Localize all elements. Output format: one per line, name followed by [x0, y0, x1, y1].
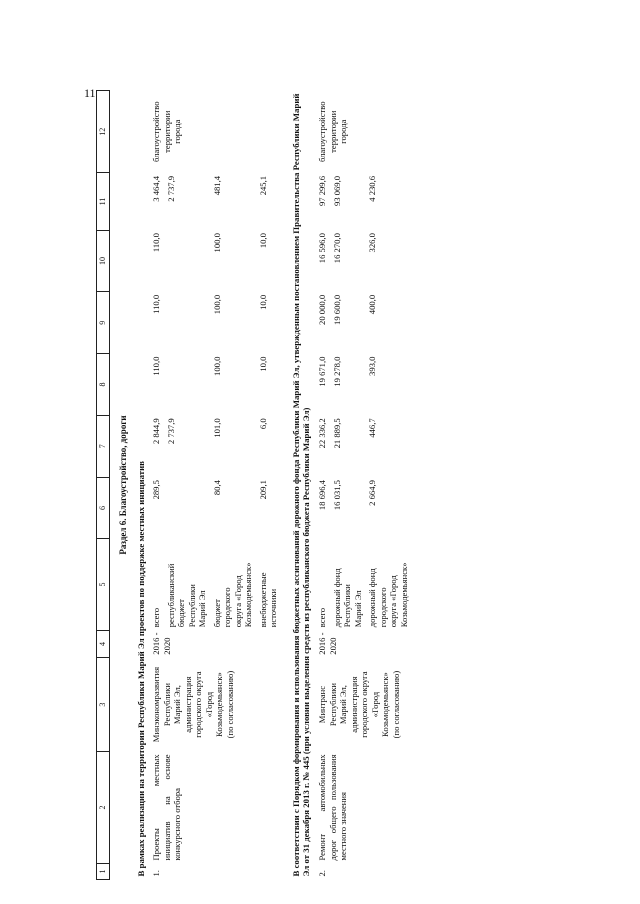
value-cell: 100,0: [211, 233, 222, 253]
value-cell: 80,4: [211, 480, 222, 496]
expected-result-line: благоустройство: [317, 101, 328, 163]
dorozhny-fond-note: В соответствии с Порядком формирования и использования бюджетных ассигнований дорожного фонда Республики Марий Эл, утвержденным постановлением Правительства Республики Марий Эл от 31 декабря 2013 г. № 445 (при условии выделения средств из республиканского бюджета Республики Марий Эл): [290, 93, 312, 877]
value-cell: 21 889,5: [331, 418, 342, 449]
value-cell: 101,0: [211, 418, 222, 438]
funding-source-line: округа «Город: [388, 575, 399, 628]
value-cell: 209,1: [257, 480, 268, 500]
value-cell: 2 664,9: [367, 480, 378, 506]
funding-source: [210, 539, 256, 630]
measure-name: Ремонт автомобильных дорог общего пользования местного значения: [317, 754, 349, 861]
value-cell: 19 671,0: [317, 356, 328, 387]
row-number: 2.: [317, 870, 328, 877]
section-title-row: [109, 91, 132, 880]
table-row-1: [149, 91, 280, 880]
expected-result-line: территории: [161, 110, 172, 153]
column-number-cell: 10: [97, 230, 110, 292]
value-cell: 289,5: [151, 480, 162, 500]
executor-line: администрация: [182, 676, 193, 733]
measure-name: Проекты местных инициатив на основе конкурсного отбора: [151, 754, 183, 861]
column-number-cell: 2: [97, 751, 110, 863]
funding-source-line: Козьмодемьянск»: [243, 562, 254, 628]
value-cell: [164, 354, 210, 416]
value-cell: 18 696,4: [317, 480, 328, 511]
value-cell: 393,0: [367, 356, 378, 376]
column-number-cell: 3: [97, 658, 110, 752]
funding-source-line: Республики: [186, 584, 197, 628]
period: [315, 630, 411, 657]
funding-source: [365, 539, 411, 630]
funding-source-line: внебюджетные: [257, 572, 268, 628]
value-cell: 400,0: [367, 294, 378, 315]
value-cell: 6,0: [257, 418, 268, 430]
value-cell: 100,0: [211, 294, 222, 315]
value-cell: 97 299,6: [317, 175, 328, 207]
funding-source: [256, 539, 281, 630]
column-number-cell: 8: [97, 354, 110, 416]
column-number-cell: 9: [97, 292, 110, 354]
executor-line: Минтранс: [317, 685, 328, 724]
funding-source-line: городского: [377, 587, 388, 628]
funding-source-line: округа «Город: [232, 575, 243, 628]
value-cell: 19 600,0: [331, 294, 342, 325]
column-number-cell: 5: [97, 539, 110, 630]
rotated-page: [96, 90, 409, 880]
value-cell: 110,0: [151, 294, 162, 314]
value-cell: 10,0: [257, 356, 268, 372]
executor-line: Республики: [327, 683, 338, 727]
expected-result-line: территории: [327, 110, 338, 153]
column-number-row: [97, 91, 110, 880]
table-row-2: [315, 91, 411, 880]
funding-source-line: городского: [222, 587, 233, 628]
value-cell: [164, 230, 210, 292]
executor-line: (по согласованию): [390, 670, 401, 739]
funding-source-line: Козьмодемьянск»: [398, 562, 409, 628]
note-row: [281, 91, 315, 880]
executor-line: (по согласованию): [224, 670, 235, 739]
column-number-cell: 1: [97, 864, 110, 880]
funding-source-line: всего: [151, 607, 162, 628]
executor-line: «Город: [369, 691, 380, 718]
section-subtitle-row: [133, 91, 150, 880]
value-cell: 16 031,5: [331, 480, 342, 511]
funding-source-line: республиканский: [165, 563, 176, 628]
value-cell: 93 069,0: [331, 175, 342, 207]
executor-line: городского округа: [359, 671, 370, 738]
expected-result-line: благоустройство: [151, 101, 162, 163]
executor-line: Республики: [161, 683, 172, 727]
executor-line: Марий Эл,: [172, 685, 183, 725]
column-number-cell: 11: [97, 173, 110, 230]
funding-source: [149, 539, 163, 630]
value-cell: 10,0: [257, 294, 268, 310]
value-cell: 110,0: [151, 356, 162, 376]
period-line: 2016 -: [151, 632, 162, 655]
value-cell: 16 596,0: [317, 233, 328, 264]
funding-source-line: дорожный фонд: [331, 568, 342, 628]
value-cell: 110,0: [151, 233, 162, 253]
value-cell: 3 464,4: [151, 175, 162, 202]
value-cell: 19 278,0: [331, 356, 342, 387]
expected-result-line: города: [172, 119, 183, 144]
value-cell: 22 336,2: [317, 418, 328, 449]
value-cell: 10,0: [257, 233, 268, 249]
value-cell: 481,4: [211, 175, 222, 196]
executor-line: «Город: [203, 691, 214, 718]
funding-source-line: бюджет: [211, 599, 222, 628]
expected-result-line: города: [338, 119, 349, 144]
funding-source-line: дорожный фонд: [367, 568, 378, 628]
value-cell: 326,0: [367, 233, 378, 253]
column-number-cell: 12: [97, 91, 110, 173]
executor-line: Козьмодемьянск»: [214, 672, 225, 737]
program-table: [96, 90, 411, 880]
value-cell: 2 737,9: [165, 175, 176, 202]
column-number-cell: 4: [97, 630, 110, 657]
period: [149, 630, 280, 657]
column-number-cell: 6: [97, 477, 110, 539]
value-cell: 4 230,6: [367, 175, 378, 202]
table-row: [315, 91, 329, 880]
funding-source-line: Марий Эл: [197, 590, 208, 628]
funding-source: [315, 539, 329, 630]
funding-source-line: всего: [317, 607, 328, 628]
executor-line: городского округа: [193, 671, 204, 738]
funding-source-line: Республики: [342, 584, 353, 628]
section-subtitle: В рамках реализации на территории Республики Марий Эл проектов по поддержке местных инициатив: [135, 461, 146, 877]
page-number: 11: [84, 86, 96, 100]
executor-line: Марий Эл,: [338, 685, 349, 725]
section-title: Раздел 6. Благоустройство, дороги: [117, 415, 128, 555]
value-cell: 446,7: [367, 418, 378, 438]
value-cell: 16 270,0: [331, 233, 342, 264]
column-number-cell: 7: [97, 415, 110, 477]
table-row: [149, 91, 163, 880]
expected-result: [149, 91, 280, 173]
value-cell: 2 737,9: [165, 418, 176, 445]
value-cell: [164, 477, 210, 539]
value-cell: 100,0: [211, 356, 222, 376]
funding-source-line: бюджет: [176, 599, 187, 628]
funding-source: [164, 539, 210, 630]
executor: [149, 658, 280, 752]
executor-line: Минэкономразвития: [151, 666, 162, 743]
period-line: 2016 -: [317, 632, 328, 655]
executor: [315, 658, 411, 752]
value-cell: 245,1: [257, 175, 268, 196]
executor-line: администрация: [348, 676, 359, 733]
executor-line: Козьмодемьянск»: [380, 672, 391, 737]
funding-source: [330, 539, 365, 630]
funding-source-line: источники: [268, 588, 279, 628]
funding-source-line: Марий Эл: [352, 590, 363, 628]
period-line: 2020: [327, 637, 338, 655]
value-cell: 2 844,9: [151, 418, 162, 445]
expected-result: [315, 91, 411, 173]
value-cell: [164, 292, 210, 354]
period-line: 2020: [161, 637, 172, 655]
value-cell: 20 000,0: [317, 294, 328, 325]
row-number: 1.: [151, 870, 162, 877]
